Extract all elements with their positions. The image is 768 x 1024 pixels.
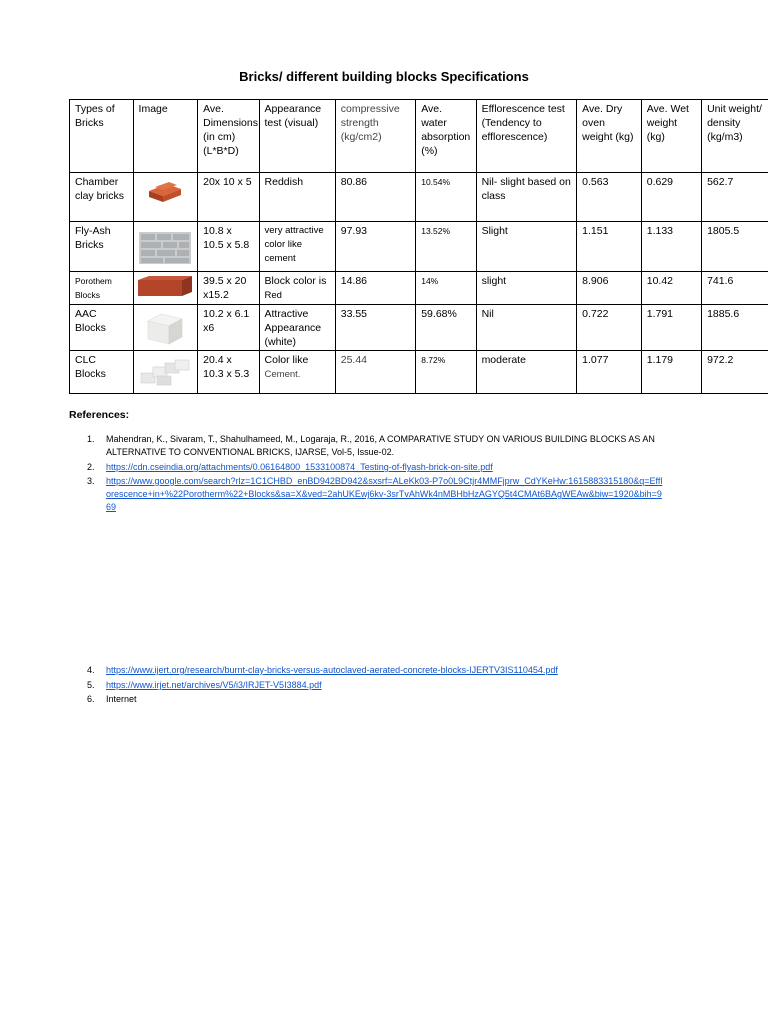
reference-number: 2.	[87, 462, 95, 472]
cell-image	[133, 272, 198, 305]
header-types: Types of Bricks	[70, 100, 134, 173]
reference-item	[87, 475, 717, 517]
clc-blocks-image	[139, 357, 191, 387]
cell-type: Chamber clay bricks	[70, 173, 134, 222]
header-dimensions: Ave. Dimensions (in cm) (L*B*D)	[198, 100, 259, 173]
header-appearance: Appearance test (visual)	[259, 100, 335, 173]
cell-absorption: 10.54%	[416, 173, 476, 222]
fly-ash-brick-stack-image	[137, 228, 193, 266]
header-dry-weight: Ave. Dry oven weight (kg)	[577, 100, 642, 173]
cell-dry-weight: 8.906	[577, 272, 642, 305]
cell-wet-weight: 1.133	[641, 222, 701, 272]
cell-type: Fly-Ash Bricks	[70, 222, 134, 272]
cell-wet-weight: 0.629	[641, 173, 701, 222]
cell-density: 972.2	[702, 351, 768, 394]
cell-dry-weight: 0.563	[577, 173, 642, 222]
cell-absorption: 14%	[416, 272, 476, 305]
cell-type: CLC Blocks	[70, 351, 134, 394]
reference-number: 5.	[87, 680, 95, 690]
reference-link[interactable]: https://cdn.cseindia.org/attachments/0.06164800_1533100874_Testing-of-flyash-brick-on-site.pdf	[106, 462, 493, 472]
cell-appearance: Attractive Appearance (white)	[259, 305, 335, 351]
cell-dimensions: 20x 10 x 5	[198, 173, 259, 222]
reference-number: 3.	[87, 476, 95, 486]
reference-link[interactable]: https://www.ijert.org/research/burnt-clay-bricks-versus-autoclaved-aerated-concrete-blocks-IJERTV3IS110454.pdf	[106, 665, 558, 675]
document-title: Bricks/ different building blocks Specifications	[239, 69, 529, 84]
reference-number: 1.	[87, 434, 95, 444]
cell-strength: 33.55	[335, 305, 415, 351]
cell-appearance	[259, 351, 335, 394]
header-image: Image	[133, 100, 198, 173]
cell-appearance: Reddish	[259, 173, 335, 222]
cell-absorption: 13.52%	[416, 222, 476, 272]
cell-density: 1805.5	[702, 222, 768, 272]
cell-efflorescence: Nil- slight based on class	[476, 173, 577, 222]
reference-item	[87, 461, 717, 475]
reference-item	[87, 433, 717, 461]
cell-dry-weight: 1.077	[577, 351, 642, 394]
references-heading: References:	[69, 409, 130, 421]
cell-wet-weight: 1.179	[641, 351, 701, 394]
cell-dimensions: 20.4 x 10.3 x 5.3	[198, 351, 259, 394]
table-row	[70, 351, 768, 394]
specifications-table	[69, 99, 768, 394]
cell-density: 741.6	[702, 272, 768, 305]
reference-item	[87, 693, 717, 707]
cell-dimensions: 10.2 x 6.1 x6	[198, 305, 259, 351]
header-efflorescence: Efflorescence test (Tendency to efflorescence)	[476, 100, 577, 173]
porotherm-block-image	[137, 275, 193, 297]
cell-dimensions: 10.8 x 10.5 x 5.8	[198, 222, 259, 272]
table-header-row	[70, 100, 768, 173]
reference-item	[87, 664, 717, 678]
cell-efflorescence: moderate	[476, 351, 577, 394]
appearance-color-text: Red	[264, 290, 282, 301]
aac-block-image	[145, 311, 185, 347]
cell-density: 1885.6	[702, 305, 768, 351]
cell-dry-weight: 0.722	[577, 305, 642, 351]
reference-link[interactable]: https://www.google.com/search?rlz=1C1CHBD_enBD942BD942&sxsrf=ALeKk03-P7o0L9Ctjr4MMFjprw_CdYKeHw:1615883315180&q=Efflorescence+in+%22Porotherm%22+Blocks&sa=X&ved=2ahUKEwj6kv-3srTvAhWk4nMBHbHzAGYQ5t4CMAt6BAgWEAw&biw=1920&bih=969	[106, 476, 663, 512]
cell-strength: 14.86	[335, 272, 415, 305]
reference-text: Internet	[106, 694, 137, 704]
cell-efflorescence: Slight	[476, 222, 577, 272]
cell-strength: 25.44	[335, 351, 415, 394]
table-row	[70, 222, 768, 272]
appearance-text: Block color is	[264, 275, 327, 287]
cell-dry-weight: 1.151	[577, 222, 642, 272]
cell-absorption: 59.68%	[416, 305, 476, 351]
cell-image	[133, 222, 198, 272]
header-density: Unit weight/ density (kg/m3)	[702, 100, 768, 173]
cell-wet-weight: 10.42	[641, 272, 701, 305]
table-row	[70, 272, 768, 305]
header-wet-weight: Ave. Wet weight (kg)	[641, 100, 701, 173]
cell-efflorescence: Nil	[476, 305, 577, 351]
cell-image	[133, 351, 198, 394]
cell-strength: 80.86	[335, 173, 415, 222]
cell-density: 562.7	[702, 173, 768, 222]
header-strength: compressive strength (kg/cm2)	[335, 100, 415, 173]
cell-image	[133, 305, 198, 351]
appearance-text: Color like	[264, 354, 309, 366]
cell-wet-weight: 1.791	[641, 305, 701, 351]
cell-type: Porothem Blocks	[70, 272, 134, 305]
cell-appearance: very attractive color like cement	[259, 222, 335, 272]
reference-item	[87, 679, 717, 693]
appearance-color-text: Cement.	[264, 369, 301, 380]
cell-appearance	[259, 272, 335, 305]
cell-image	[133, 173, 198, 222]
table-row	[70, 173, 768, 222]
reference-link[interactable]: https://www.irjet.net/archives/V5/i3/IRJET-V5I3884.pdf	[106, 680, 322, 690]
cell-strength: 97.93	[335, 222, 415, 272]
reference-number: 4.	[87, 665, 95, 675]
reference-text: Mahendran, K., Sivaram, T., Shahulhameed, M., Logaraja, R., 2016, A COMPARATIVE STUDY ON VARIOUS BUILDING BLOCKS AS AN ALTERNATIVE TO CONVENTIONAL BRICKS, IJARSE, Vol-5, Issue-02.	[106, 434, 655, 457]
header-absorption: Ave. water absorption (%)	[416, 100, 476, 173]
cell-type: AAC Blocks	[70, 305, 134, 351]
cell-efflorescence: slight	[476, 272, 577, 305]
reference-number: 6.	[87, 694, 95, 704]
red-clay-brick-image	[145, 179, 185, 205]
cell-absorption: 8.72%	[416, 351, 476, 394]
cell-dimensions: 39.5 x 20 x15.2	[198, 272, 259, 305]
table-row	[70, 305, 768, 351]
